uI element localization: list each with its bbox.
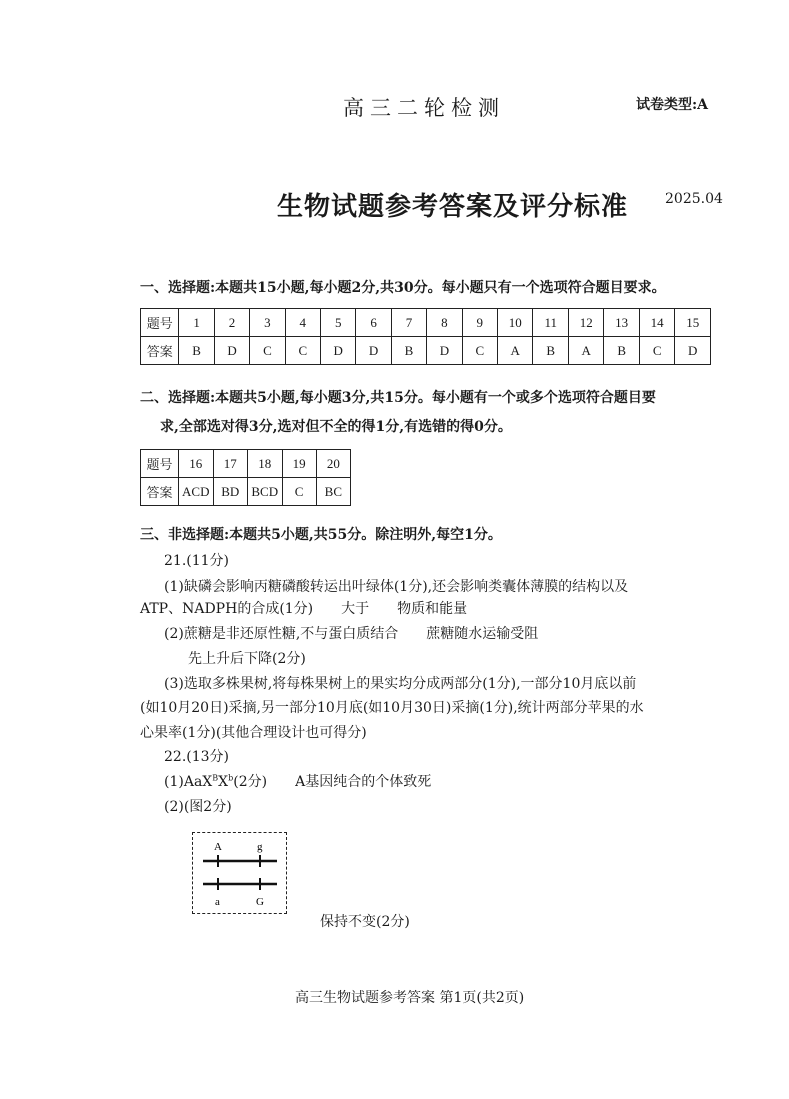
q22-part2: (2)(图2分) — [164, 799, 232, 815]
row-label: 答案 — [141, 337, 179, 365]
question-number-cell: 9 — [462, 309, 497, 337]
question-number-cell: 19 — [282, 450, 316, 478]
gene-label-g: g — [257, 841, 263, 853]
page-title: 生物试题参考答案及评分标准 — [277, 192, 629, 222]
q21-part1-line2: ATP、NADPH的合成(1分) 大于 物质和能量 — [140, 601, 468, 617]
answer-cell: BD — [213, 478, 247, 506]
superscript: B — [212, 773, 219, 783]
q21-part2-line2: 先上升后下降(2分) — [188, 651, 306, 667]
answer-cell: A — [498, 337, 533, 365]
table-row — [141, 450, 351, 478]
superscript: b — [228, 773, 234, 783]
paper-type: 试卷类型:A — [636, 97, 709, 113]
question-number-cell: 14 — [639, 309, 674, 337]
exam-name: 高三二轮检测 — [343, 96, 505, 120]
answer-cell: D — [321, 337, 356, 365]
q22-title: 22.(13分) — [164, 749, 230, 765]
question-number-cell: 6 — [356, 309, 391, 337]
q22-part2-answer: 保持不变(2分) — [320, 914, 410, 930]
answer-cell: A — [568, 337, 603, 365]
row-label: 题号 — [141, 450, 179, 478]
question-number-cell: 12 — [568, 309, 603, 337]
answer-cell: BCD — [247, 478, 282, 506]
answer-cell: D — [675, 337, 711, 365]
row-label: 答案 — [141, 478, 179, 506]
question-number-cell: 20 — [316, 450, 350, 478]
q21-part1-line1: (1)缺磷会影响丙糖磷酸转运出叶绿体(1分),还会影响类囊体薄膜的结构以及 — [164, 579, 629, 595]
q21-part3-line3: 心果率(1分)(其他合理设计也可得分) — [140, 725, 367, 741]
answer-cell: BC — [316, 478, 350, 506]
page-footer: 高三生物试题参考答案 第1页(共2页) — [295, 990, 525, 1006]
q21-part3-line1: (3)选取多株果树,将每株果树上的果实均分成两部分(1分),一部分10月底以前 — [164, 676, 637, 692]
q22-part1-prefix: (1)AaX — [164, 774, 213, 790]
chromosome-diagram — [192, 832, 287, 914]
question-number-cell: 4 — [285, 309, 320, 337]
question-number-cell: 17 — [213, 450, 247, 478]
answer-cell: C — [639, 337, 674, 365]
section3-heading: 三、非选择题:本题共5小题,共55分。除注明外,每空1分。 — [140, 527, 502, 543]
section1-heading: 一、选择题:本题共15小题,每小题2分,共30分。每小题只有一个选项符合题目要求。 — [140, 280, 666, 296]
section2-heading-line1: 二、选择题:本题共5小题,每小题3分,共15分。每小题有一个或多个选项符合题目要 — [140, 390, 656, 406]
answer-cell: D — [356, 337, 391, 365]
answer-cell: B — [179, 337, 214, 365]
answer-cell: C — [282, 478, 316, 506]
q22-part1-mid: X — [218, 774, 229, 790]
section2-answer-table — [140, 449, 351, 506]
answer-cell: D — [427, 337, 462, 365]
q22-part1-suffix: (2分) A基因纯合的个体致死 — [233, 774, 432, 790]
gene-label-A: A — [214, 841, 222, 853]
answer-cell: B — [604, 337, 639, 365]
answer-cell: C — [285, 337, 320, 365]
question-number-cell: 11 — [533, 309, 568, 337]
question-number-cell: 10 — [498, 309, 533, 337]
section2-heading-line2: 求,全部选对得3分,选对但不全的得1分,有选错的得0分。 — [160, 419, 512, 435]
row-label: 题号 — [141, 309, 179, 337]
gene-label-G: G — [256, 896, 264, 908]
question-number-cell: 13 — [604, 309, 639, 337]
question-number-cell: 16 — [178, 450, 213, 478]
question-number-cell: 5 — [321, 309, 356, 337]
chromosome-diagram-svg — [193, 833, 286, 913]
q22-part1 — [164, 771, 431, 791]
date: 2025.04 — [665, 191, 723, 207]
table-row — [141, 478, 351, 506]
question-number-cell: 18 — [247, 450, 282, 478]
section1-answer-table — [140, 308, 711, 365]
question-number-cell: 3 — [250, 309, 285, 337]
answer-cell: D — [214, 337, 249, 365]
gene-label-a: a — [215, 896, 220, 908]
table-row — [141, 337, 711, 365]
table-row — [141, 309, 711, 337]
answer-cell: B — [533, 337, 568, 365]
question-number-cell: 7 — [391, 309, 426, 337]
answer-cell: B — [391, 337, 426, 365]
q21-part2-line1: (2)蔗糖是非还原性糖,不与蛋白质结合 蔗糖随水运输受阻 — [164, 626, 539, 642]
question-number-cell: 2 — [214, 309, 249, 337]
q21-title: 21.(11分) — [164, 553, 230, 569]
answer-cell: C — [250, 337, 285, 365]
question-number-cell: 15 — [675, 309, 711, 337]
answer-cell: C — [462, 337, 497, 365]
question-number-cell: 1 — [179, 309, 214, 337]
answer-cell: ACD — [178, 478, 213, 506]
q21-part3-line2: (如10月20日)采摘,另一部分10月底(如10月30日)采摘(1分),统计两部分苹果的水 — [140, 700, 644, 716]
question-number-cell: 8 — [427, 309, 462, 337]
